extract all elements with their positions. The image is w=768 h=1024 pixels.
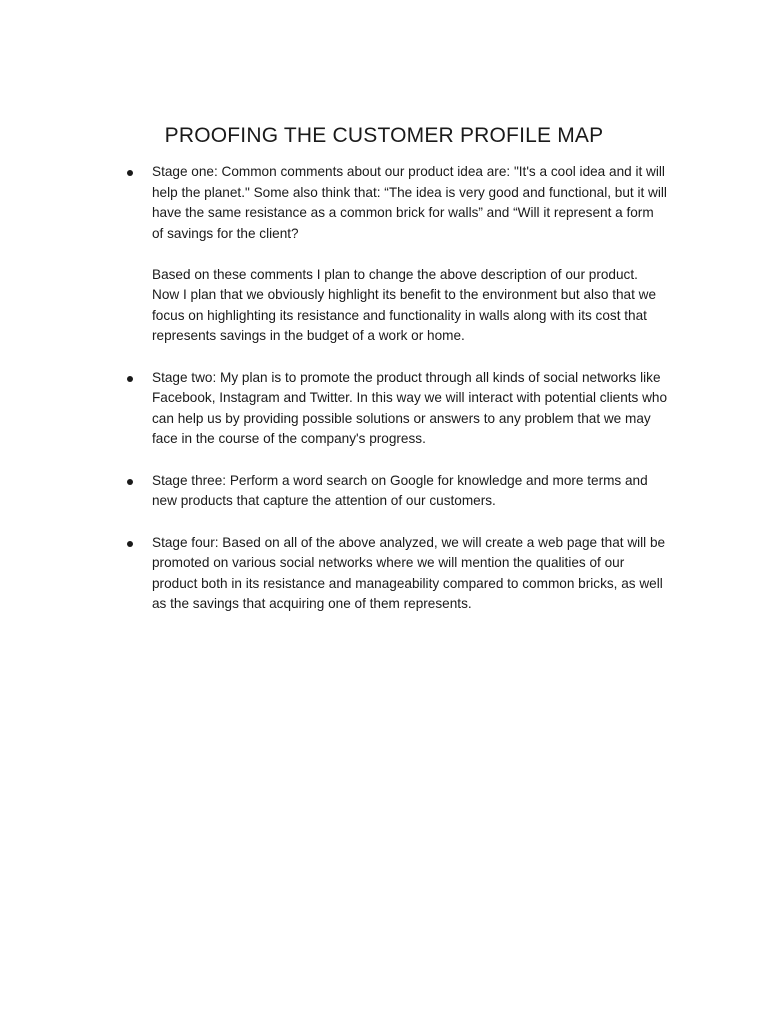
bullet-icon [127,376,133,382]
list-item-stage-two [0,368,768,450]
stage-list [0,162,768,636]
stage-one-followup-text: Based on these comments I plan to change the above description of our product. Now I plan that we obviously highlight its benefit to the environment but also that we focus on highlighting its resistance and functionality in walls along with its cost that represents savings in the budget of a work or home. [152,266,657,343]
list-item-stage-four [0,533,768,615]
list-item-stage-one [0,162,768,347]
bullet-icon [127,170,133,176]
stage-four-text: Stage four: Based on all of the above analyzed, we will create a web page that will be promoted on various social networks where we will mention the qualities of our product both in its resistance and manageability compared to common bricks, as well as the savings that acquiring one of them represents. [152,534,666,611]
stage-one-text: Stage one: Common comments about our product idea are: "It's a cool idea and it will help the planet." Some also think that: “The idea is very good and functional, but it will have the same resistance as a common brick for walls” and “Will it represent a form of savings for the client? [152,164,667,241]
list-item-stage-three [0,471,768,512]
stage-two-text: Stage two: My plan is to promote the product through all kinds of social networks like Facebook, Instagram and Twitter. In this way we will interact with potential clients who can help us by providing possible solutions or answers to any problem that we may face in the course of the company's progress. [152,369,668,446]
bullet-icon [127,541,133,547]
stage-three-text: Stage three: Perform a word search on Google for knowledge and more terms and new products that capture the attention of our customers. [152,472,648,508]
page-title: PROOFING THE CUSTOMER PROFILE MAP [164,124,604,147]
bullet-icon [127,479,133,485]
